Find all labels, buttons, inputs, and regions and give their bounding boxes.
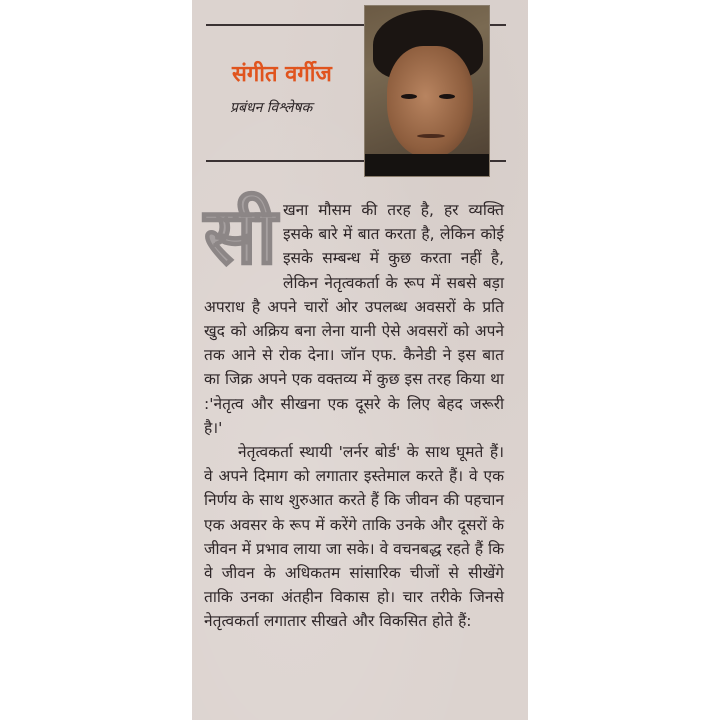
photo-mouth [417,134,445,138]
article-paragraph-1 [204,192,504,440]
author-name: संगीत वर्गीज [232,62,332,87]
author-title: प्रबंधन विश्लेषक [230,100,313,116]
photo-eye-right [439,94,455,99]
paragraph-1-text: खना मौसम की तरह है, हर व्यक्ति इसके बारे में बात करता है, लेकिन कोई इसके सम्बन्ध में कुछ करता नहीं है, लेकिन नेतृत्वकर्ता के रूप में सबसे बड़ा अपराध है अपने चारों ओर उपलब्ध अवसरों के प्रति खुद को अक्रिय बना लेना यानी ऐसे अवसरों को अपने तक आने से रोक देना। जॉन एफ. कैनेडी ने इस बात का जिक्र अपने एक वक्तव्य में कुछ इस तरह किया था :'नेतृत्व और सीखना एक दूसरे के लिए बेहद जरूरी है।' [204,201,504,437]
author-photo [364,5,490,177]
newspaper-clipping [192,0,528,720]
photo-face [387,46,473,158]
article-paragraph-2: नेतृत्वकर्ता स्थायी 'लर्नर बोर्ड' के साथ घूमते हैं। वे अपने दिमाग को लगातार इस्तेमाल करते हैं। वे एक निर्णय के साथ शुरुआत करते हैं कि जीवन की पहचान एक अवसर के रूप में करेंगे ताकि उनके और दूसरों के जीवन में प्रभाव लाया जा सके। वे वचनबद्ध रहते हैं कि वे जीवन के अधिकतम सांसारिक चीजों से सीखेंगे ताकि उनका अंतहीन विकास हो। चार तरीके जिनसे नेतृत्वकर्ता लगातार सीखते और विकसित होते हैं: [204,443,504,631]
article-body [204,192,504,634]
photo-eye-left [401,94,417,99]
photo-shirt [365,154,489,177]
drop-cap: सी [204,192,277,282]
